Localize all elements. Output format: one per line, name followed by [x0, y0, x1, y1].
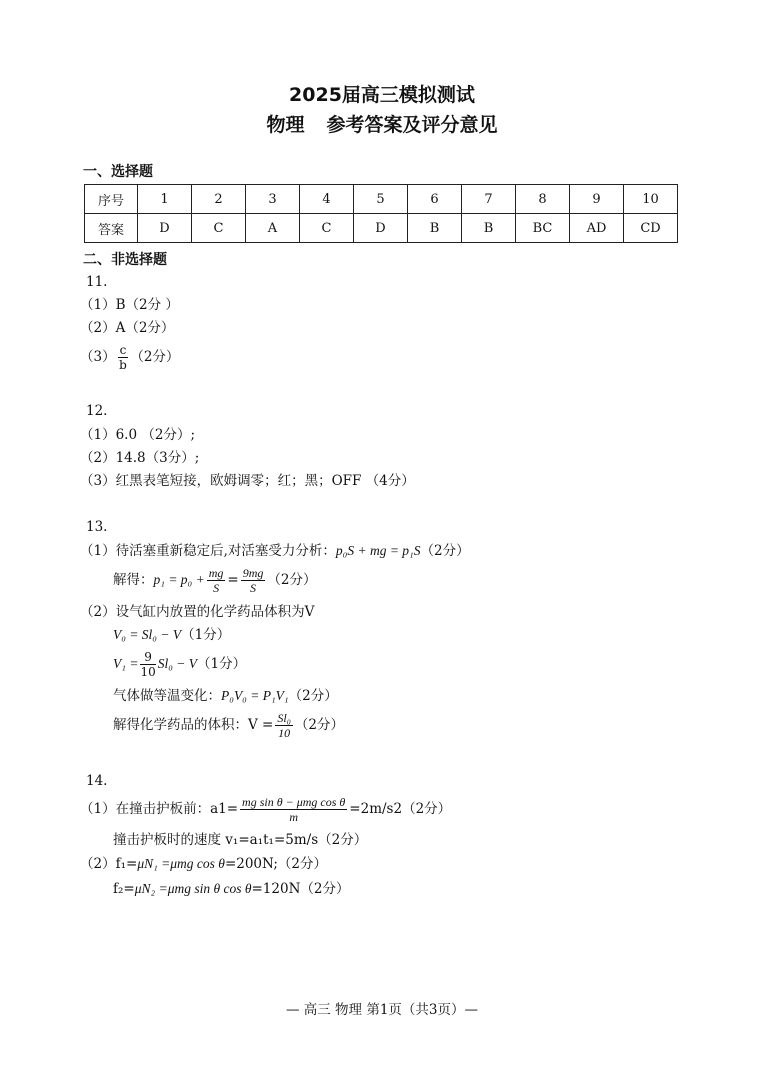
q13-fraction-sl0-10 [275, 711, 293, 740]
table-cell: 2 [192, 185, 246, 214]
table-row-numbers [85, 185, 678, 214]
q14-line1-text: （1）在撞击护板前：a1= [80, 801, 239, 817]
q13-line7-score: （2分） [294, 717, 344, 733]
q11-number: 11. [86, 274, 108, 290]
table-cell: 3 [246, 185, 300, 214]
fraction-denominator: m [289, 810, 298, 824]
q14-equation3: μN₁ =μmg cos θ [137, 856, 225, 871]
q13-equation2: p₁ = p₀ + [153, 572, 205, 587]
table-cell: 5 [354, 185, 408, 214]
q14-line2: 撞击护板时的速度 v₁=a₁t₁=5m/s（2分） [113, 832, 368, 848]
table-cell: 9 [570, 185, 624, 214]
q13-line1-score: （2分） [420, 543, 470, 559]
subject-label: 物理 [266, 114, 305, 136]
q13-line2-text: 解得： [113, 572, 154, 588]
fraction-numerator: 9mg [242, 566, 264, 580]
q11-part3-score: （2分） [130, 349, 180, 365]
fraction-numerator: Sl₀ [277, 711, 291, 725]
q13-equation4: V₀ = Sl₀ − V [113, 627, 182, 642]
q13-line1-text: （1）待活塞重新稳定后,对活塞受力分析： [80, 543, 336, 559]
table-cell: B [462, 214, 516, 243]
q13-line2 [113, 563, 316, 597]
q13-line5-score: （1分） [197, 656, 247, 672]
q14-line4 [113, 880, 349, 898]
fraction-denominator: S [213, 581, 220, 595]
answer-table [84, 184, 678, 243]
table-cell: 8 [516, 185, 570, 214]
fraction-denominator: b [119, 358, 127, 372]
fraction-denominator: S [250, 581, 257, 595]
q13-line3: （2）设气缸内放置的化学药品体积为V [80, 604, 315, 620]
table-cell: 6 [408, 185, 462, 214]
fraction-numerator: c [119, 343, 127, 357]
q13-line4-score: （1分） [181, 627, 231, 643]
q13-line1 [80, 542, 470, 560]
q13-equation1: p₀S + mg = p₁S [335, 543, 421, 558]
q12-number: 12. [86, 403, 108, 419]
table-cell: A [246, 214, 300, 243]
q13-line7 [113, 708, 344, 742]
table-row-answers [85, 214, 678, 243]
table-cell: C [300, 214, 354, 243]
q11-part3-prefix: （3） [80, 349, 116, 365]
q12-part2: （2）14.8（3分）; [80, 450, 200, 466]
q14-line3-rest: =200N;（2分） [224, 856, 327, 872]
subtitle-rest: 参考答案及评分意见 [326, 114, 498, 136]
exam-title: 2025届高三模拟测试 [289, 84, 475, 106]
q14-line1-rest: =2m/s2（2分） [349, 801, 452, 817]
table-cell: D [354, 214, 408, 243]
table-cell: 1 [138, 185, 192, 214]
q13-line4 [113, 626, 230, 644]
fraction-denominator: 10 [140, 665, 156, 679]
table-cell: BC [516, 214, 570, 243]
table-cell: CD [624, 214, 678, 243]
q13-line6-score: （2分） [288, 688, 338, 704]
fraction-denominator: 10 [278, 726, 291, 740]
q14-fraction-accel [240, 795, 347, 824]
table-cell: 10 [624, 185, 678, 214]
q13-equation5-lhs: V₁ = [113, 656, 139, 671]
table-cell: B [408, 214, 462, 243]
q11-part2: （2）A（2分） [80, 320, 175, 336]
q13-line6-text: 气体做等温变化： [113, 688, 221, 704]
row-label-number: 序号 [85, 185, 138, 214]
q13-line5 [113, 648, 246, 680]
section2-heading: 二、非选择题 [83, 252, 167, 268]
fraction-numerator: mg sin θ − μmg cos θ [242, 795, 346, 809]
section1-heading: 一、选择题 [83, 164, 153, 180]
q14-line3-prefix: （2）f₁= [80, 856, 138, 872]
q14-line1 [80, 792, 451, 826]
q12-part1: （1）6.0 （2分）; [80, 427, 195, 443]
table-cell: 7 [462, 185, 516, 214]
q14-number: 14. [86, 773, 108, 789]
page-footer: — 高三 物理 第1页（共3页）— [285, 1002, 479, 1018]
equals-sign: = [227, 572, 239, 588]
table-cell: C [192, 214, 246, 243]
table-cell: D [138, 214, 192, 243]
q11-part1: （1）B（2分 ） [80, 297, 179, 313]
row-label-answer: 答案 [85, 214, 138, 243]
q13-line6 [113, 687, 338, 705]
q13-fraction-9mg-s [241, 566, 266, 595]
table-cell: 4 [300, 185, 354, 214]
q14-line4-rest: =120N（2分） [251, 881, 350, 897]
q13-line2-score: （2分） [267, 572, 317, 588]
exam-subtitle [0, 110, 764, 137]
q13-fraction-9-10 [140, 650, 155, 679]
table-cell: AD [570, 214, 624, 243]
fraction-numerator: mg [208, 566, 224, 580]
q13-equation5-rest: Sl₀ − V [157, 656, 198, 671]
q14-line4-prefix: f₂= [113, 881, 135, 897]
fraction-numerator: 9 [140, 650, 155, 665]
q14-line3 [80, 855, 327, 873]
q12-part3: （3）红黑表笔短接，欧姆调零；红；黑；OFF （4分） [80, 473, 415, 489]
q13-equation6: P₀V₀ = P₁V₁ [221, 688, 289, 703]
q13-number: 13. [86, 519, 108, 535]
q11-part3 [80, 342, 179, 372]
q13-line7-text: 解得化学药品的体积：V = [113, 717, 274, 733]
q14-equation4: μN₂ =μmg sin θ cos θ [134, 881, 252, 896]
q11-fraction [118, 343, 129, 372]
q13-fraction-mg-s [207, 566, 226, 595]
